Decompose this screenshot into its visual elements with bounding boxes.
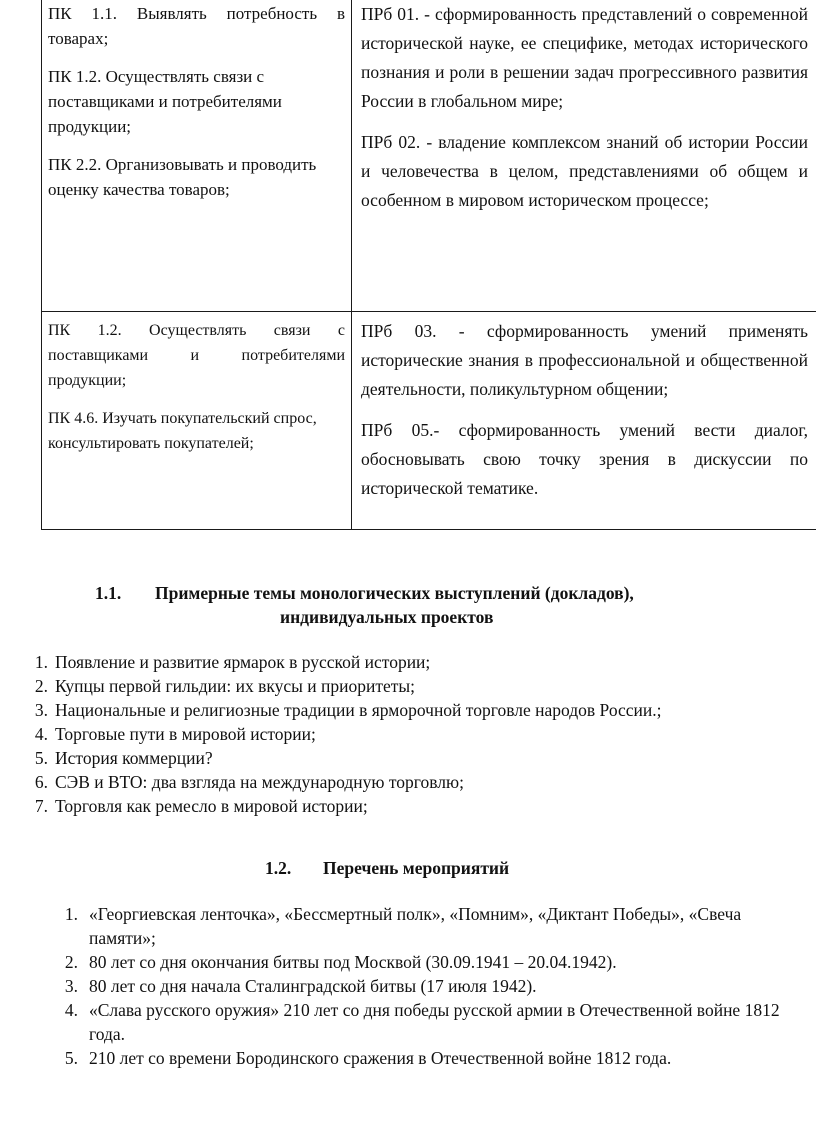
section-number: 1.2. (265, 858, 292, 878)
list-item (0, 1046, 816, 1070)
table-cell-competencies (42, 312, 352, 530)
result-text: ПРб 05.- сформированность умений вести диалог, обосновывать свою точку зрения в дискуссии по исторической тематике. (361, 420, 808, 498)
competency-text: ПК 4.6. Изучать покупательский спрос, консультировать покупателей; (48, 410, 317, 452)
list-number: 5. (34, 748, 48, 768)
list-item (0, 674, 816, 698)
list-number: 7. (34, 796, 48, 816)
list-item-text: «Георгиевская ленточка», «Бессмертный полк», «Помним», «Диктант Победы», «Свеча памяти»; (89, 904, 742, 948)
list-item-text: 80 лет со дня окончания битвы под Москвой (30.09.1941 – 20.04.1942). (89, 952, 617, 972)
list-item-text: 210 лет со времени Бородинского сражения в Отечественной войне 1812 года. (89, 1048, 672, 1068)
competency-text: ПК 1.1. Выявлять потребность в товарах; (48, 4, 345, 48)
competency-table (41, 0, 816, 530)
competency-text: ПК 2.2. Организовывать и проводить оценку качества товаров; (48, 155, 317, 199)
list-item-text: Торговые пути в мировой истории; (55, 724, 316, 744)
section-title: Перечень мероприятий (323, 858, 510, 878)
list-item (0, 902, 816, 950)
result-text: ПРб 02. - владение комплексом знаний об истории России и человечества в целом, представлениями об общем и особенном в мировом историческом процессе; (361, 132, 808, 210)
table-row (42, 312, 816, 530)
list-item (0, 974, 816, 998)
result-text: ПРб 01. - сформированность представлений о современной исторической науке, ее специфике, методах исторического познания и роли в решении задач прогрессивного развития России в глобальном мире; (361, 4, 808, 111)
list-item-text: «Слава русского оружия» 210 лет со дня победы русской армии в Отечественной войне 1812 года. (89, 1000, 780, 1044)
list-item-text: Появление и развитие ярмарок в русской истории; (55, 652, 431, 672)
list-item (0, 998, 816, 1046)
events-list (0, 902, 816, 1070)
list-number: 2. (64, 952, 78, 972)
list-item-text: СЭВ и ВТО: два взгляда на международную торговлю; (55, 772, 464, 792)
table-row (42, 0, 816, 312)
list-item-text: Купцы первой гильдии: их вкусы и приоритеты; (55, 676, 416, 696)
section-title: Примерные темы монологических выступлений (докладов), (155, 583, 634, 603)
list-number: 4. (64, 1000, 78, 1020)
list-item (0, 650, 816, 674)
list-item-text: Торговля как ремесло в мировой истории; (55, 796, 368, 816)
list-item (0, 794, 816, 818)
list-number: 5. (64, 1048, 78, 1068)
list-item-text: Национальные и религиозные традиции в ярморочной торговле народов России.; (55, 700, 662, 720)
list-item (0, 950, 816, 974)
list-item (0, 698, 816, 722)
section-title-continuation: индивидуальных проектов (280, 607, 494, 627)
list-item (0, 746, 816, 770)
list-number: 4. (34, 724, 48, 744)
competency-text: ПК 1.2. Осуществлять связи с поставщиками и потребителями продукции; (48, 67, 282, 136)
list-item-text: 80 лет со дня начала Сталинградской битвы (17 июля 1942). (89, 976, 537, 996)
list-number: 2. (34, 676, 48, 696)
topics-list (0, 650, 816, 818)
list-number: 3. (34, 700, 48, 720)
list-number: 1. (64, 904, 78, 924)
table-cell-competencies (42, 0, 352, 312)
section-number: 1.1. (95, 583, 122, 603)
competency-text: ПК 1.2. Осуществлять связи с поставщиками и потребителями продукции; (48, 322, 345, 389)
table-cell-results (352, 0, 816, 312)
list-number: 1. (34, 652, 48, 672)
list-item-text: История коммерции? (55, 748, 213, 768)
list-item (0, 770, 816, 794)
result-text: ПРб 03. - сформированность умений применять исторические знания в профессиональной и общественной деятельности, поликультурном общении; (361, 321, 808, 399)
table-cell-results (352, 312, 816, 530)
list-number: 6. (34, 772, 48, 792)
list-number: 3. (64, 976, 78, 996)
list-item (0, 722, 816, 746)
